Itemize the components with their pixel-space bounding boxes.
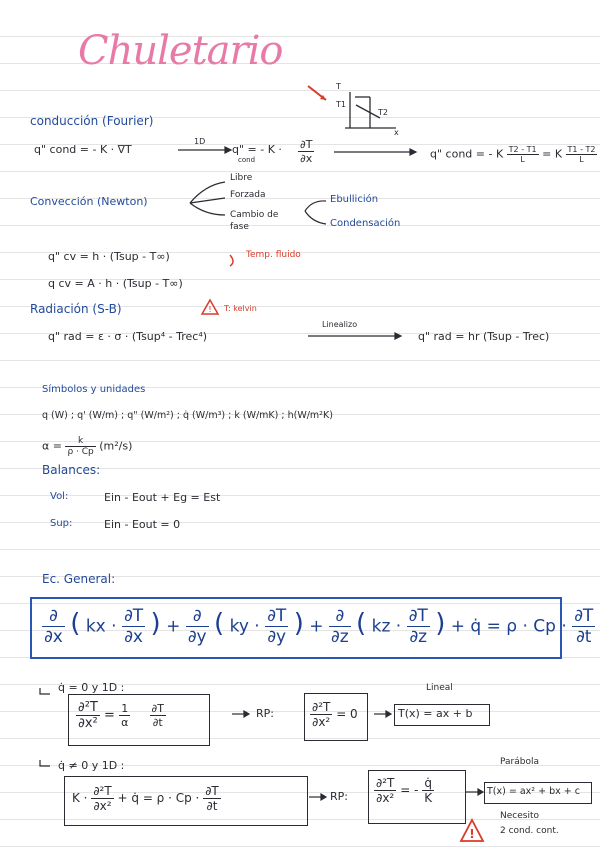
sub-condensacion: Condensación bbox=[330, 218, 401, 229]
condiciones-label: 2 cond. cont. bbox=[500, 826, 559, 836]
svg-text:!: ! bbox=[469, 827, 475, 841]
parabola-label: Parábola bbox=[500, 757, 539, 767]
warning-icon-radiation bbox=[202, 300, 218, 314]
units-line: q (W) ; q' (W/m) ; q" (W/m²) ; q̇ (W/m³) ; k (W/mK) ; h(W/m²K) bbox=[42, 410, 333, 421]
case2-rp-label: RP: bbox=[330, 790, 348, 803]
conduction-diagram bbox=[345, 92, 396, 128]
stefan-boltzmann-eq: q" rad = ε · σ · (Tsup⁴ - Trec⁴) bbox=[48, 330, 208, 343]
newton-power-eq: q cv = A · h · (Tsup - T∞) bbox=[48, 277, 183, 290]
page-title: Chuletario bbox=[78, 28, 283, 74]
balance-vol-label: Vol: bbox=[50, 491, 69, 502]
svg-text:!: ! bbox=[208, 305, 212, 314]
diagram-x-label: x bbox=[394, 128, 399, 137]
radiacion-label: Radiación (S-B) bbox=[30, 302, 122, 316]
fourier-1d-eq: q" = - K · bbox=[232, 143, 282, 156]
conveccion-label: Convección (Newton) bbox=[30, 195, 148, 208]
linealizo-label: Linealizo bbox=[322, 320, 358, 329]
fourier-vector-eq: q" cond = - K · ∇T bbox=[34, 143, 132, 156]
conduccion-label: conducción (Fourier) bbox=[30, 114, 154, 128]
balance-sup-label: Sup: bbox=[50, 518, 73, 529]
heat-equation: $\frac{\partial}{\partial x}$ ( kx · $\frac{\partial T}{\partial x}$ ) + $\frac{\partial}{\partial y}$ ( ky · $\frac{\partial T}{\partial y}$ ) + $\frac{\partial}{\partial z}$ ( kz · $\frac{\partial T}{\partial z}$ ) + q̇ = ρ · Cp · $\frac{\partial T}{\partial t}$ bbox=[44, 606, 594, 647]
diagram-t-label: T bbox=[336, 82, 341, 91]
branch-cambio-fase: Cambio de fase bbox=[230, 210, 279, 232]
case1-label: q̇ = 0 y 1D : bbox=[58, 681, 125, 694]
ec-general-label: Ec. General: bbox=[42, 572, 116, 586]
kelvin-warning: T: kelvin bbox=[224, 304, 257, 313]
diagram-t1-label: T1 bbox=[336, 100, 346, 109]
necesito-label: Necesito bbox=[500, 811, 539, 821]
case2-equation: K · $\frac{\text{∂²T}}{\text{∂x²}}$ + q̇ = ρ · Cp · $\frac{\partial T}{\partial t}$ bbox=[72, 784, 219, 813]
balance-sup-eq: Ein - Eout = 0 bbox=[104, 518, 181, 531]
balance-vol-eq: Ein - Eout + Eg = Est bbox=[104, 491, 221, 504]
case2-rp-eq: $\frac{\text{∂²T}}{\text{∂x²}}$ = - $\frac{q̇}{K}$ bbox=[376, 776, 433, 805]
branch-forzada: Forzada bbox=[230, 190, 266, 200]
newton-flux-eq: q" cv = h · (Tsup - T∞) bbox=[48, 250, 170, 263]
simbolos-label: Símbolos y unidades bbox=[42, 384, 146, 395]
balances-label: Balances: bbox=[42, 463, 101, 477]
fourier-1d-frac: $\frac{\partial T}{\partial x}$ bbox=[300, 138, 313, 165]
case2-label: q̇ ≠ 0 y 1D : bbox=[58, 759, 125, 772]
lineal-label: Lineal bbox=[426, 683, 453, 693]
arrow-1d-label: 1D bbox=[194, 137, 206, 146]
case2-solution: T(x) = ax² + bx + c bbox=[487, 786, 580, 797]
radiation-linear-eq: q" rad = hr (Tsup - Trec) bbox=[418, 330, 550, 343]
case1-equation: $\frac{\text{∂²T}}{\text{∂x²}}$ = $\frac{1}{\alpha}$ $\frac{\partial T}{\partial t}$ bbox=[78, 700, 164, 731]
fourier-result-eq: q" cond = - K $\frac{T2 - T1}{L}$ = K $\frac{T1 - T2}{L}$ bbox=[430, 145, 596, 164]
fourier-1d-sub: cond bbox=[238, 156, 256, 164]
case1-rp-label: RP: bbox=[256, 707, 274, 720]
branch-libre: Libre bbox=[230, 173, 253, 183]
case1-rp-eq: $\frac{\text{∂²T}}{\text{∂x²}}$ = 0 bbox=[312, 700, 358, 729]
temp-fluido-note: Temp. fluido bbox=[246, 250, 301, 260]
sub-ebullicion: Ebullición bbox=[330, 194, 379, 205]
alpha-definition: α = $\frac{k}{\rho \cdot Cp}$ (m²/s) bbox=[42, 436, 133, 457]
case1-solution: T(x) = ax + b bbox=[398, 707, 473, 720]
diagram-t2-label: T2 bbox=[378, 108, 388, 117]
